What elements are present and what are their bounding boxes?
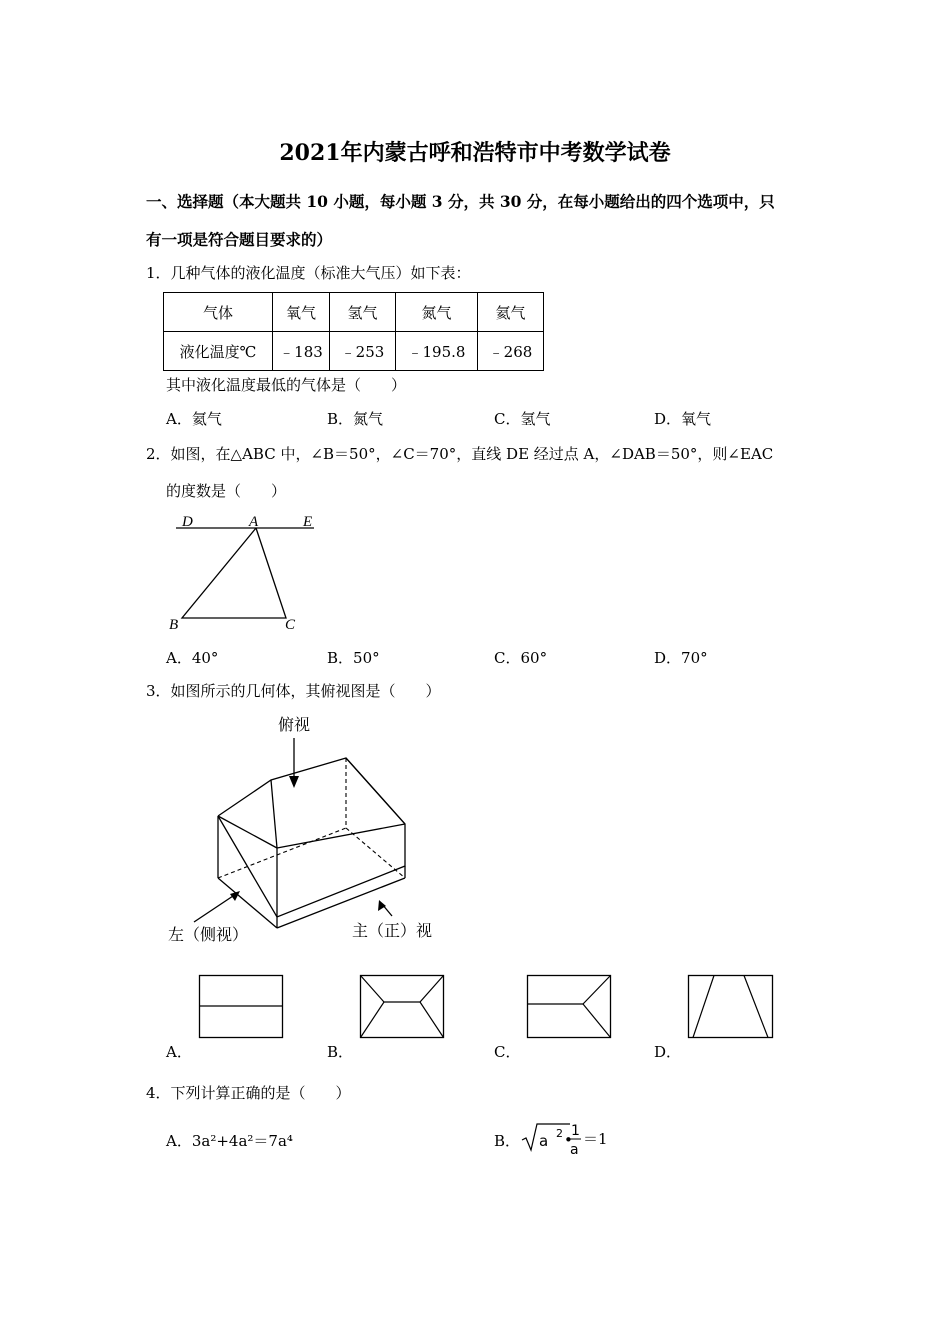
table-header-cell: 氦气 xyxy=(478,293,544,332)
label-b: B xyxy=(169,617,179,633)
table-header-cell: 氢气 xyxy=(330,293,396,332)
label-top-view: 俯视 xyxy=(278,715,311,734)
q2-option-b: B．50° xyxy=(327,649,380,667)
q1-stem: 1．几种气体的液化温度（标准大气压）如下表： xyxy=(146,264,471,282)
option-prefix: A． xyxy=(166,1132,192,1150)
table-header-cell: 氮气 xyxy=(396,293,478,332)
label-c: C xyxy=(285,617,296,633)
triangle-figure xyxy=(160,508,330,638)
table-header-row xyxy=(164,293,544,332)
option-c-figure xyxy=(527,975,611,1039)
table-cell: ﹣268 xyxy=(478,332,544,371)
house-solid-figure xyxy=(160,708,460,948)
label-e: E xyxy=(303,514,313,530)
exponent: 2 xyxy=(556,1127,563,1140)
table-cell: ﹣253 xyxy=(330,332,396,371)
q3-option-b: B． xyxy=(327,1043,354,1061)
label-a: A xyxy=(249,514,259,530)
label-d: D xyxy=(182,514,193,530)
option-d-figure xyxy=(688,975,774,1039)
table-cell: ﹣195.8 xyxy=(396,332,478,371)
label-left-view: 左（侧视） xyxy=(168,925,249,944)
gas-table xyxy=(163,292,544,371)
numerator: 1 xyxy=(571,1123,580,1139)
table-header-cell: 气体 xyxy=(164,293,273,332)
q3-stem: 3．如图所示的几何体，其俯视图是（ ） xyxy=(146,682,441,700)
q2-stem-line2: 的度数是（ ） xyxy=(166,482,287,500)
page-title: 2021年内蒙古呼和浩特市中考数学试卷 xyxy=(279,140,671,166)
q3-option-a: A． xyxy=(166,1043,192,1061)
table-cell: ﹣183 xyxy=(273,332,330,371)
q2-stem-line1: 2．如图，在△ABC 中，∠B＝50°，∠C＝70°，直线 DE 经过点 A，∠DAB＝50°，则∠EAC xyxy=(146,445,774,463)
q2-option-a: A．40° xyxy=(166,649,219,667)
q1-option-d: D．氧气 xyxy=(654,410,712,428)
rhs: ＝1 xyxy=(583,1130,608,1148)
q3-option-d: D． xyxy=(654,1043,682,1061)
q2-option-c: C．60° xyxy=(494,649,548,667)
option-a-figure xyxy=(199,975,283,1039)
option-prefix: B． xyxy=(494,1132,521,1150)
q4-option-b xyxy=(494,1130,520,1151)
table-row xyxy=(164,332,544,371)
option-expression: 3a²+4a²＝7a⁴ xyxy=(191,1132,293,1150)
section-heading-line1: 一、选择题（本大题共 10 小题，每小题 3 分，共 30 分，在每小题给出的四个选项中，只 xyxy=(146,192,775,211)
table-cell: 液化温度℃ xyxy=(164,332,273,371)
option-b-figure xyxy=(360,975,444,1039)
q4-stem: 4．下列计算正确的是（ ） xyxy=(146,1084,351,1102)
svg-text:•: • xyxy=(564,1131,573,1149)
q1-option-b: B．氮气 xyxy=(327,410,384,428)
table-header-cell: 氧气 xyxy=(273,293,330,332)
q3-option-c: C． xyxy=(494,1043,521,1061)
q4-option-b-formula xyxy=(520,1118,620,1160)
label-front-view: 主（正）视 xyxy=(352,921,433,940)
denominator: a xyxy=(570,1142,579,1158)
q1-option-a: A．氦气 xyxy=(166,410,222,428)
q4-option-a xyxy=(166,1130,293,1151)
radicand: a xyxy=(539,1132,549,1150)
section-heading-line2: 有一项是符合题目要求的） xyxy=(146,230,333,249)
q2-option-d: D．70° xyxy=(654,649,708,667)
q1-question: 其中液化温度最低的气体是（ ） xyxy=(166,376,407,394)
q1-option-c: C．氢气 xyxy=(494,410,551,428)
